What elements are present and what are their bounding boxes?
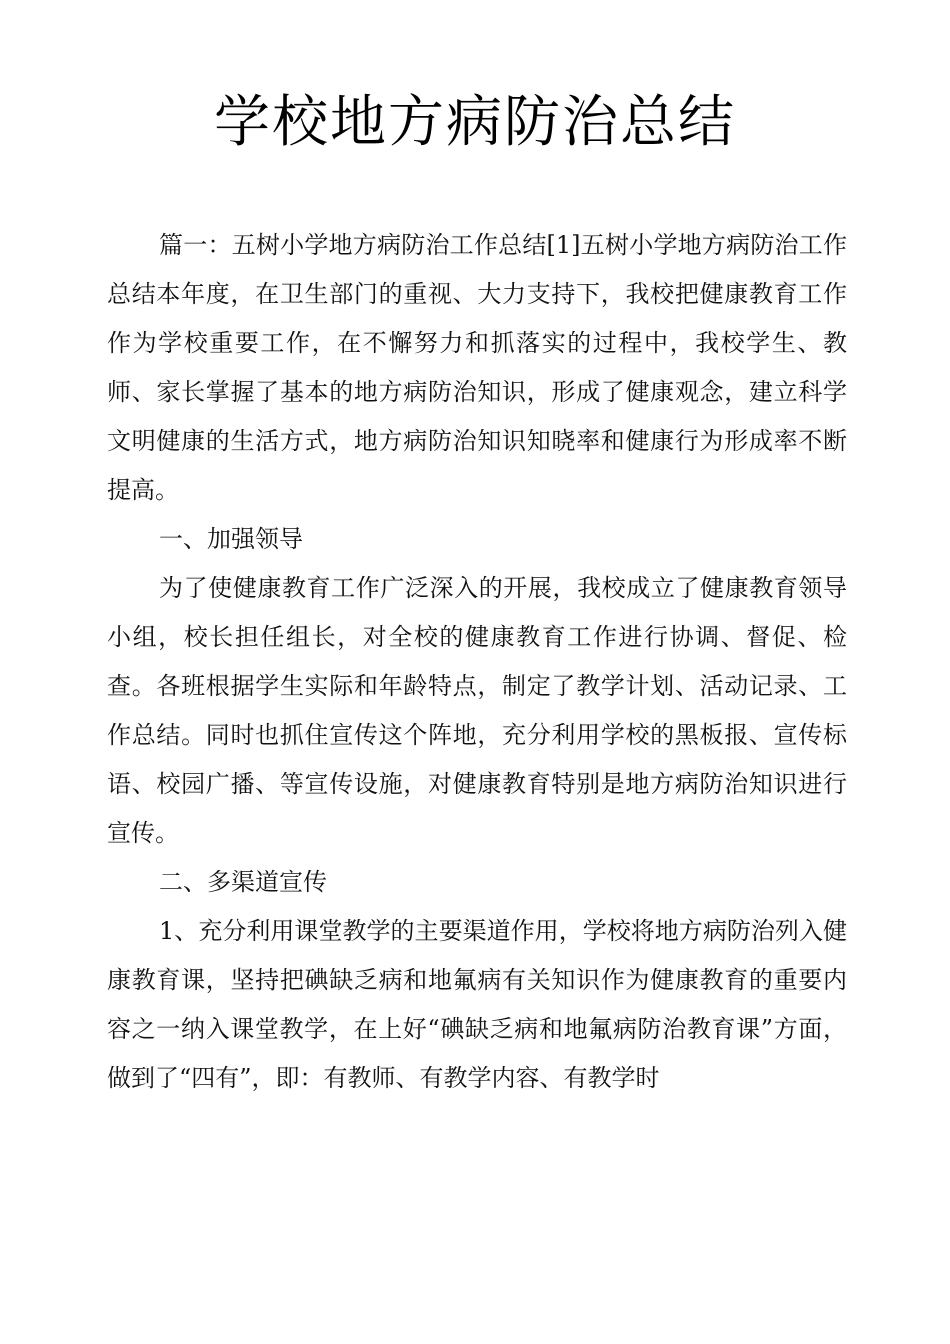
heading-multi-channel-publicity: 二、多渠道宣传: [159, 868, 327, 896]
heading-strengthen-leadership: 一、加强领导: [159, 525, 303, 553]
paragraph-leadership: 为了使健康教育工作广泛深入的开展，我校成立了健康教育领导小组，校长担任组长，对全校的健康教育工作进行协调、督促、检查。各班根据学生实际和年龄特点，制定了教学计划、活动记录、工作总结。同时也抓住宣传这个阵地，充分利用学校的黑板报、宣传标语、校园广播、等宣传设施，对健康教育特别是地方病防治知识进行宣传。: [107, 574, 847, 847]
document-body: [107, 221, 847, 1103]
document-title: 学校地方病防治总结: [214, 90, 736, 155]
paragraph-classroom-teaching: 1、充分利用课堂教学的主要渠道作用，学校将地方病防治列入健康教育课，坚持把碘缺乏病和地氟病有关知识作为健康教育的重要内容之一纳入课堂教学，在上好“碘缺乏病和地氟病防治教育课”方面，做到了“四有”，即：有教师、有教学内容、有教学时: [107, 917, 847, 1092]
paragraph-intro: 篇一：五树小学地方病防治工作总结[1]五树小学地方病防治工作总结本年度，在卫生部门的重视、大力支持下，我校把健康教育工作作为学校重要工作，在不懈努力和抓落实的过程中，我校学生、教师、家长掌握了基本的地方病防治知识，形成了健康观念，建立科学文明健康的生活方式，地方病防治知识知晓率和健康行为形成率不断提高。: [107, 231, 847, 504]
